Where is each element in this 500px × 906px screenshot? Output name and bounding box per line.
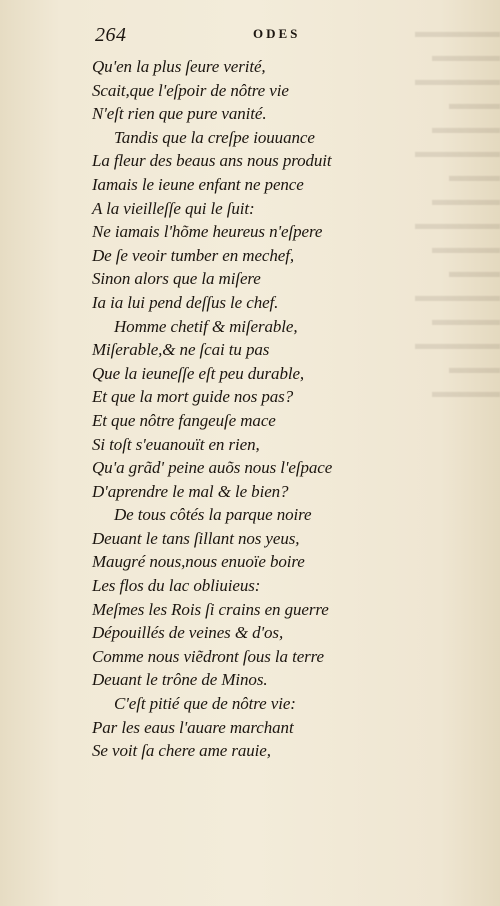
poem-line: Miſerable,& ne ſcai tu pas [92,340,270,360]
poem-text [92,55,362,763]
poem-line: De tous côtés la parque noire [114,505,312,525]
poem-line: Comme nous viẽdront ſous la terre [92,646,325,666]
poem-line: D'aprendre le mal & le bien? [92,481,289,501]
poem-line: Maugré nous,nous enuoïe boire [92,552,305,572]
poem-line: Meſmes les Rois ſi crains en guerre [92,599,329,619]
poem-line: Scait,que l'eſpoir de nôtre vie [92,80,289,100]
poem-line: Ia ia lui pend deſſus le chef. [92,292,279,312]
poem-line: Dépouillés de veines & d'os, [92,623,284,643]
running-head: ODES [253,26,301,41]
page-header [95,24,335,50]
poem-line: C'eſt pitié que de nôtre vie: [114,694,296,714]
poem-line: La fleur des beaus ans nous produit [92,151,332,171]
poem-line: Iamais le ieune enfant ne pence [92,174,304,194]
poem-line: Sinon alors que la miſere [92,269,261,289]
show-through-text: ▬▬▬▬▬ ▬▬▬▬ ▬▬▬▬▬ ▬▬▬ ▬▬▬▬ ▬▬▬▬▬ ▬▬▬ ▬▬▬▬ ▬▬▬▬▬ ▬▬▬▬ ▬▬▬ ▬▬▬▬▬ ▬▬▬▬ ▬▬▬▬▬ ▬▬▬ ▬▬▬▬ [415,22,500,401]
poem-line: Ne iamais l'hõme heureus n'eſpere [92,222,323,242]
poem-line: Se voit ſa chere ame rauie, [92,741,271,761]
poem-line: Par les eaus l'auare marchant [92,717,294,737]
poem-line: Que la ieuneſſe eſt peu durable, [92,363,305,383]
poem-line: Deuant le trône de Minos. [92,670,268,690]
page-number: 264 [95,24,127,46]
poem-line: Si toſt s'euanouït en rien, [92,434,260,454]
poem-line: Qu'en la plus ſeure verité, [92,57,266,76]
poem-line: De ſe veoir tumber en mechef, [92,245,294,265]
poem-line: Tandis que la creſpe iouuance [114,127,315,147]
poem-line: N'eſt rien que pure vanité. [92,104,267,124]
poem-line: Homme chetif & miſerable, [114,316,298,336]
poem-line: Deuant le tans ſillant nos yeus, [92,528,300,548]
poem-line: Qu'a grãd' peine auõs nous l'eſpace [92,458,333,478]
poem-line: Et que nôtre fangeuſe mace [92,410,276,430]
poem-line: Et que la mort guide nos pas? [92,387,294,407]
poem-line: Les flos du lac obliuieus: [92,576,261,596]
poem-line: A la vieilleſſe qui le ſuit: [92,198,255,218]
